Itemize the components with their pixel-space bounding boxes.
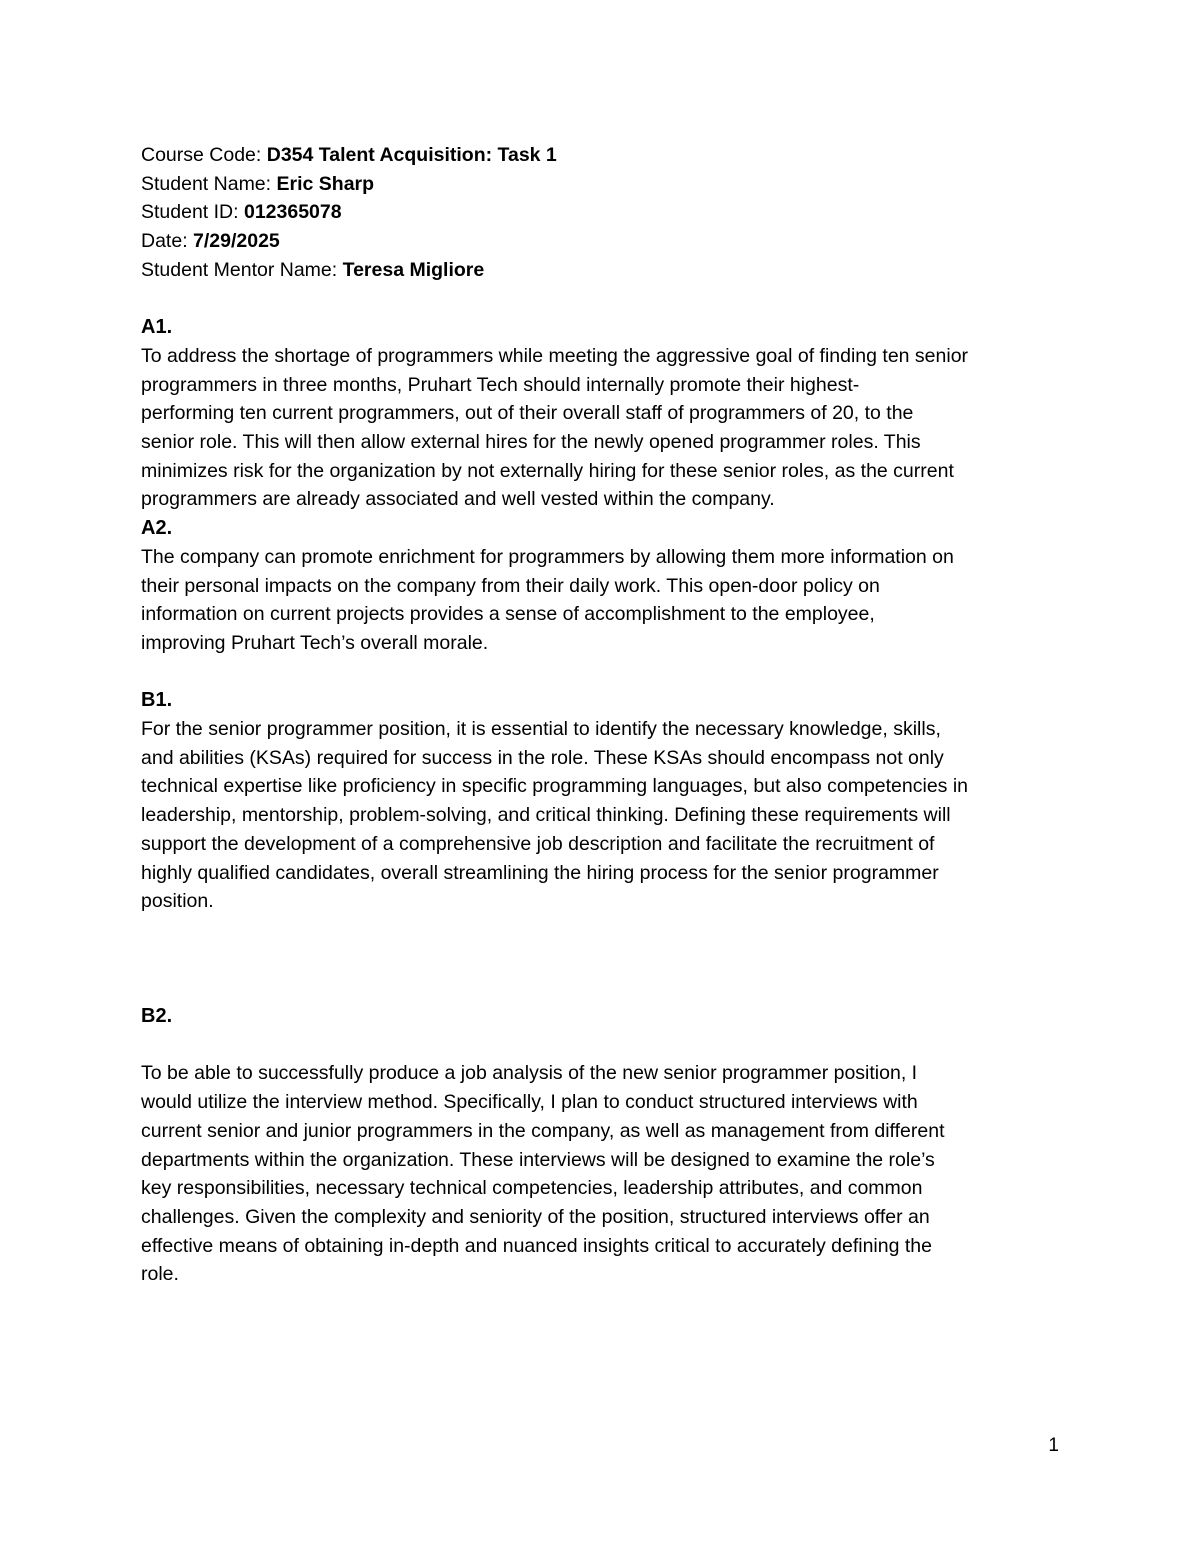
paragraph-line: The company can promote enrichment for programmers by allowing them more information on [141,545,954,568]
section-heading-a2: A2. [141,517,173,540]
mentor-value: Teresa Migliore [342,258,485,281]
student-name-value: Eric Sharp [276,172,375,195]
paragraph-line: would utilize the interview method. Specifically, I plan to conduct structured interviews with [141,1091,918,1114]
spacer [141,916,1071,973]
paragraph-line: highly qualified candidates, overall streamlining the hiring process for the senior programmer [141,861,939,884]
student-name-label: Student Name: [141,172,277,195]
paragraph-line: programmers in three months, Pruhart Tech should internally promote their highest- [141,373,860,396]
paragraph-line: position. [141,890,214,913]
page-number: 1 [1048,1435,1059,1456]
student-id-label: Student ID: [141,201,244,224]
paragraph-line: their personal impacts on the company from their daily work. This open-door policy on [141,574,880,597]
date-label: Date: [141,230,194,253]
paragraph-line: minimizes risk for the organization by not externally hiring for these senior roles, as the current [141,459,954,482]
spacer [141,1031,1071,1060]
section-a1-paragraph [141,342,1071,514]
course-code-line [141,141,1071,170]
paragraph-line: technical expertise like proficiency in specific programming languages, but also competencies in [141,775,969,798]
paragraph-line: key responsibilities, necessary technical competencies, leadership attributes, and common [141,1177,923,1200]
paragraph-line: senior role. This will then allow external hires for the newly opened programmer roles. This [141,431,921,454]
student-name-line [141,170,1071,199]
paragraph-line: support the development of a comprehensive job description and facilitate the recruitment of [141,832,935,855]
paragraph-line: role. [141,1263,179,1286]
paragraph-line: To address the shortage of programmers while meeting the aggressive goal of finding ten senior [141,344,969,367]
student-id-line [141,198,1071,227]
section-heading-b1: B1. [141,689,173,712]
document-body [141,141,1071,1289]
section-b1-paragraph [141,715,1071,916]
paragraph-line: For the senior programmer position, it is essential to identify the necessary knowledge, skills, [141,718,941,741]
paragraph-line: challenges. Given the complexity and seniority of the position, structured interviews offer an [141,1205,930,1228]
paragraph-line: effective means of obtaining in-depth and nuanced insights critical to accurately defining the [141,1234,932,1257]
paragraph-line: To be able to successfully produce a job analysis of the new senior programmer position, I [141,1062,918,1085]
spacer [141,658,1071,687]
section-b2-paragraph [141,1059,1071,1289]
paragraph-line: leadership, mentorship, problem-solving, and critical thinking. Defining these requirements will [141,804,951,827]
spacer [141,973,1071,1002]
section-heading-a1: A1. [141,316,173,339]
date-line [141,227,1071,256]
course-code-value: D354 Talent Acquisition: Task 1 [266,144,557,166]
paragraph-line: performing ten current programmers, out of their overall staff of programmers of 20, to the [141,402,914,425]
mentor-line [141,256,1071,285]
paragraph-line: information on current projects provides a sense of accomplishment to the employee, [141,603,875,626]
paragraph-line: programmers are already associated and well vested within the company. [141,488,775,511]
student-id-value: 012365078 [243,201,342,224]
course-code-label: Course Code: [141,144,267,166]
date-value: 7/29/2025 [193,230,280,253]
spacer [141,285,1071,314]
section-a2-paragraph [141,543,1071,658]
paragraph-line: departments within the organization. These interviews will be designed to examine the role’s [141,1148,935,1171]
paragraph-line: current senior and junior programmers in the company, as well as management from different [141,1119,945,1142]
paragraph-line: improving Pruhart Tech’s overall morale. [141,631,489,654]
mentor-label: Student Mentor Name: [141,258,343,281]
section-heading-b2: B2. [141,1005,173,1028]
paragraph-line: and abilities (KSAs) required for success in the role. These KSAs should encompass not only [141,746,944,769]
